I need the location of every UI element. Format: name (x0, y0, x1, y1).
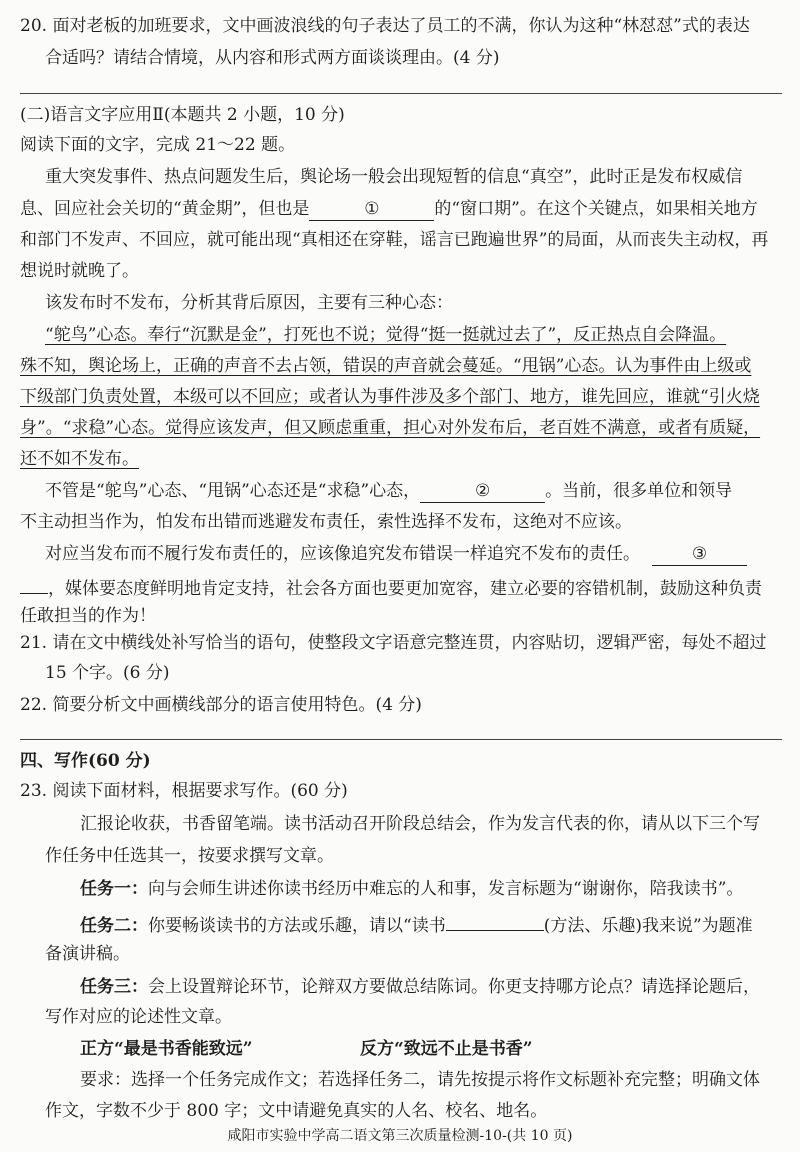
passage-p1-line3: 和部门不发声、不回应，就可能出现“真相还在穿鞋，谣言已跑遍世界”的局面，从而丧失主动权，再 (20, 230, 769, 250)
passage-p1-line2 (20, 195, 782, 223)
task-text: 你要畅谈读书的方法或乐趣，请以“读书 (148, 916, 446, 936)
divider (20, 93, 782, 94)
section-heading: (二)语言文字应用Ⅱ(本题共 2 小题，10 分) (20, 105, 345, 125)
debate-pro: 正方“最是书香能致远” (80, 1039, 253, 1059)
underlined-text: 下级部门负责处置，本级可以不回应；或者认为事件涉及多个部门、地方，谁先回应，谁就“引火烧 (20, 387, 760, 407)
blank-3-continued (20, 571, 48, 594)
underlined-line1 (45, 321, 800, 349)
task-2-line2: 备演讲稿。 (45, 944, 130, 964)
q21-line2: 15 个字。(6 分) (45, 663, 170, 683)
q20-line2: 合适吗？请结合情境，从内容和形式两方面谈谈理由。(4 分) (45, 48, 500, 68)
task-1 (80, 875, 800, 903)
passage-p2-line1: 该发布时不发布，分析其背后原因，主要有三种心态： (45, 293, 453, 313)
underlined-line2 (20, 352, 782, 380)
requirement-line1: 要求：选择一个任务完成作文；若选择任务二，请先按提示将作文标题补充完整；明确文体 (80, 1070, 760, 1090)
writing-heading: 四、写作(60 分) (20, 751, 151, 771)
title-blank (446, 908, 544, 931)
task-label: 任务一： (80, 879, 148, 899)
text: 。当前，很多单位和领导 (545, 481, 733, 501)
passage-p4-line1 (45, 540, 800, 568)
requirement-line2: 作文，字数不少于 800 字；文中请避免真实的人名、校名、地名。 (45, 1101, 548, 1121)
underlined-text: 还不如不发布。 (20, 449, 139, 469)
task-3 (80, 973, 800, 1001)
passage-p3-line2: 不主动担当作为，怕发布出错而逃避发布责任，索性选择不发布，这绝对不应该。 (20, 512, 632, 532)
task-text: 会上设置辩论环节，论辩双方要做总结陈词。你更支持哪方论点？请选择论题后， (148, 977, 760, 997)
text: 不管是“鸵鸟”心态、“甩锅”心态还是“求稳”心态， (45, 481, 421, 501)
underlined-text: “鸵鸟”心态。奉行“沉默是金”，打死也不说；觉得“挺一挺就过去了”，反正热点自会降温。 (45, 325, 727, 345)
underlined-line4 (20, 414, 782, 442)
passage-p4-line2 (20, 571, 782, 603)
q23-line: 23. 阅读下面材料，根据要求写作。(60 分) (20, 781, 348, 801)
blank-2: ② (420, 480, 545, 503)
underlined-line5 (20, 445, 782, 473)
passage-p1-line1: 重大突发事件、热点问题发生后，舆论场一般会出现短暂的信息“真空”，此时正是发布权威信 (45, 167, 743, 187)
blank-3: ③ (652, 543, 747, 566)
passage-p4-line3: 任敢担当的作为！ (20, 606, 156, 626)
underlined-text: 殊不知，舆论场上，正确的声音不去占领，错误的声音就会蔓延。“甩锅”心态。认为事件由上级或 (20, 356, 752, 376)
task-text: (方法、乐趣)我来说”为题准 (543, 916, 753, 936)
task-label: 任务二： (80, 916, 148, 936)
underlined-line3 (20, 383, 782, 411)
divider (20, 739, 782, 740)
task-label: 任务三： (80, 977, 148, 997)
task-text: 向与会师生讲述你读书经历中难忘的人和事，发言标题为“谢谢你，陪我读书”。 (148, 879, 744, 899)
section-instruction: 阅读下面的文字，完成 21～22 题。 (20, 135, 296, 155)
material-line1: 汇报论收获，书香留笔端。读书活动召开阶段总结会，作为发言代表的你，请从以下三个写 (80, 814, 760, 834)
text: ，媒体要态度鲜明地肯定支持，社会各方面也要更加宽容，建立必要的容错机制，鼓励这种负责 (48, 579, 762, 599)
debate-con: 反方“致远不止是书香” (360, 1039, 533, 1059)
page-footer: 咸阳市实验中学高二语文第三次质量检测-10-(共 10 页) (227, 1128, 573, 1144)
task-2 (80, 908, 800, 940)
material-line2: 作任务中任选其一，按要求撰写文章。 (45, 846, 334, 866)
text: 息、回应社会关切的“黄金期”，但也是 (20, 199, 310, 219)
text: 的“窗口期”。在这个关键点，如果相关地方 (434, 199, 758, 219)
blank-1: ① (309, 198, 434, 221)
passage-p3-line1 (45, 477, 800, 505)
text: 对应当发布而不履行发布责任的，应该像追究发布错误一样追究不发布的责任。 (45, 544, 640, 564)
q20-line1: 20. 面对老板的加班要求，文中画波浪线的句子表达了员工的不满，你认为这种“林怼怼”式的表达 (20, 16, 750, 36)
underlined-text: 身”。“求稳”心态。觉得应该发声，但又顾虑重重，担心对外发布后，老百姓不满意，或者有质疑， (20, 418, 761, 438)
passage-p1-line4: 想说时就晚了。 (20, 261, 139, 281)
q22-line1: 22. 简要分析文中画横线部分的语言使用特色。(4 分) (20, 695, 422, 715)
q21-line1: 21. 请在文中横线处补写恰当的语句，使整段文字语意完整连贯，内容贴切，逻辑严密，每处不超过 (20, 633, 767, 653)
task-3-line2: 写作对应的论述性文章。 (45, 1007, 232, 1027)
